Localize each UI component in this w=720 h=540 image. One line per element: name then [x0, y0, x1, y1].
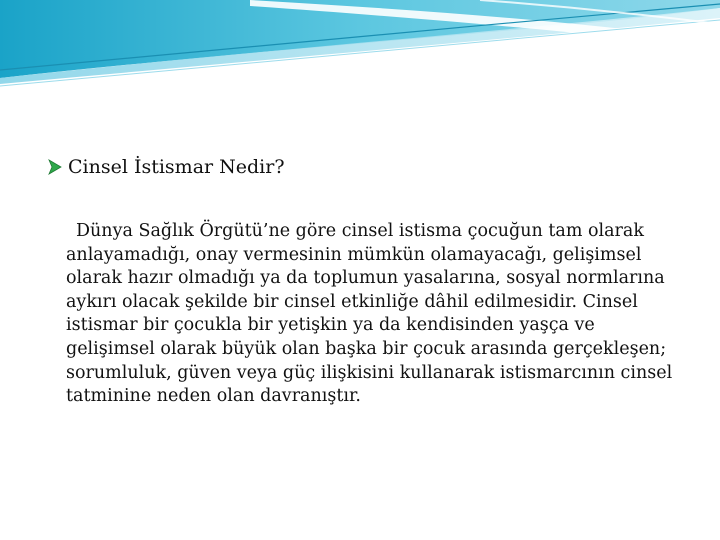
arrow-bullet-icon: [48, 159, 62, 175]
slide-heading: Cinsel İstismar Nedir?: [68, 156, 285, 178]
heading-row: [48, 156, 285, 178]
header-wave-decoration: [0, 0, 720, 90]
body-paragraph: Dünya Sağlık Örgütü’ne göre cinsel istisma çocuğun tam olarak anlayamadığı, onay vermesinin mümkün olamayacağı, gelişimsel olarak hazır olmadığı ya da toplumun yasalarına, sosyal normlarına aykırı olacak şekilde bir cinsel etkinliğe dâhil edilmesidir. Cinsel istismar bir çocukla bir yetişkin ya da kendisinden yaşça ve gelişimsel olarak büyük olan başka bir çocuk arasında gerçekleşen; sorumluluk, güven veya güç ilişkisini kullanarak istismarcının cinsel tatminine neden olan davranıştır.: [66, 221, 673, 407]
